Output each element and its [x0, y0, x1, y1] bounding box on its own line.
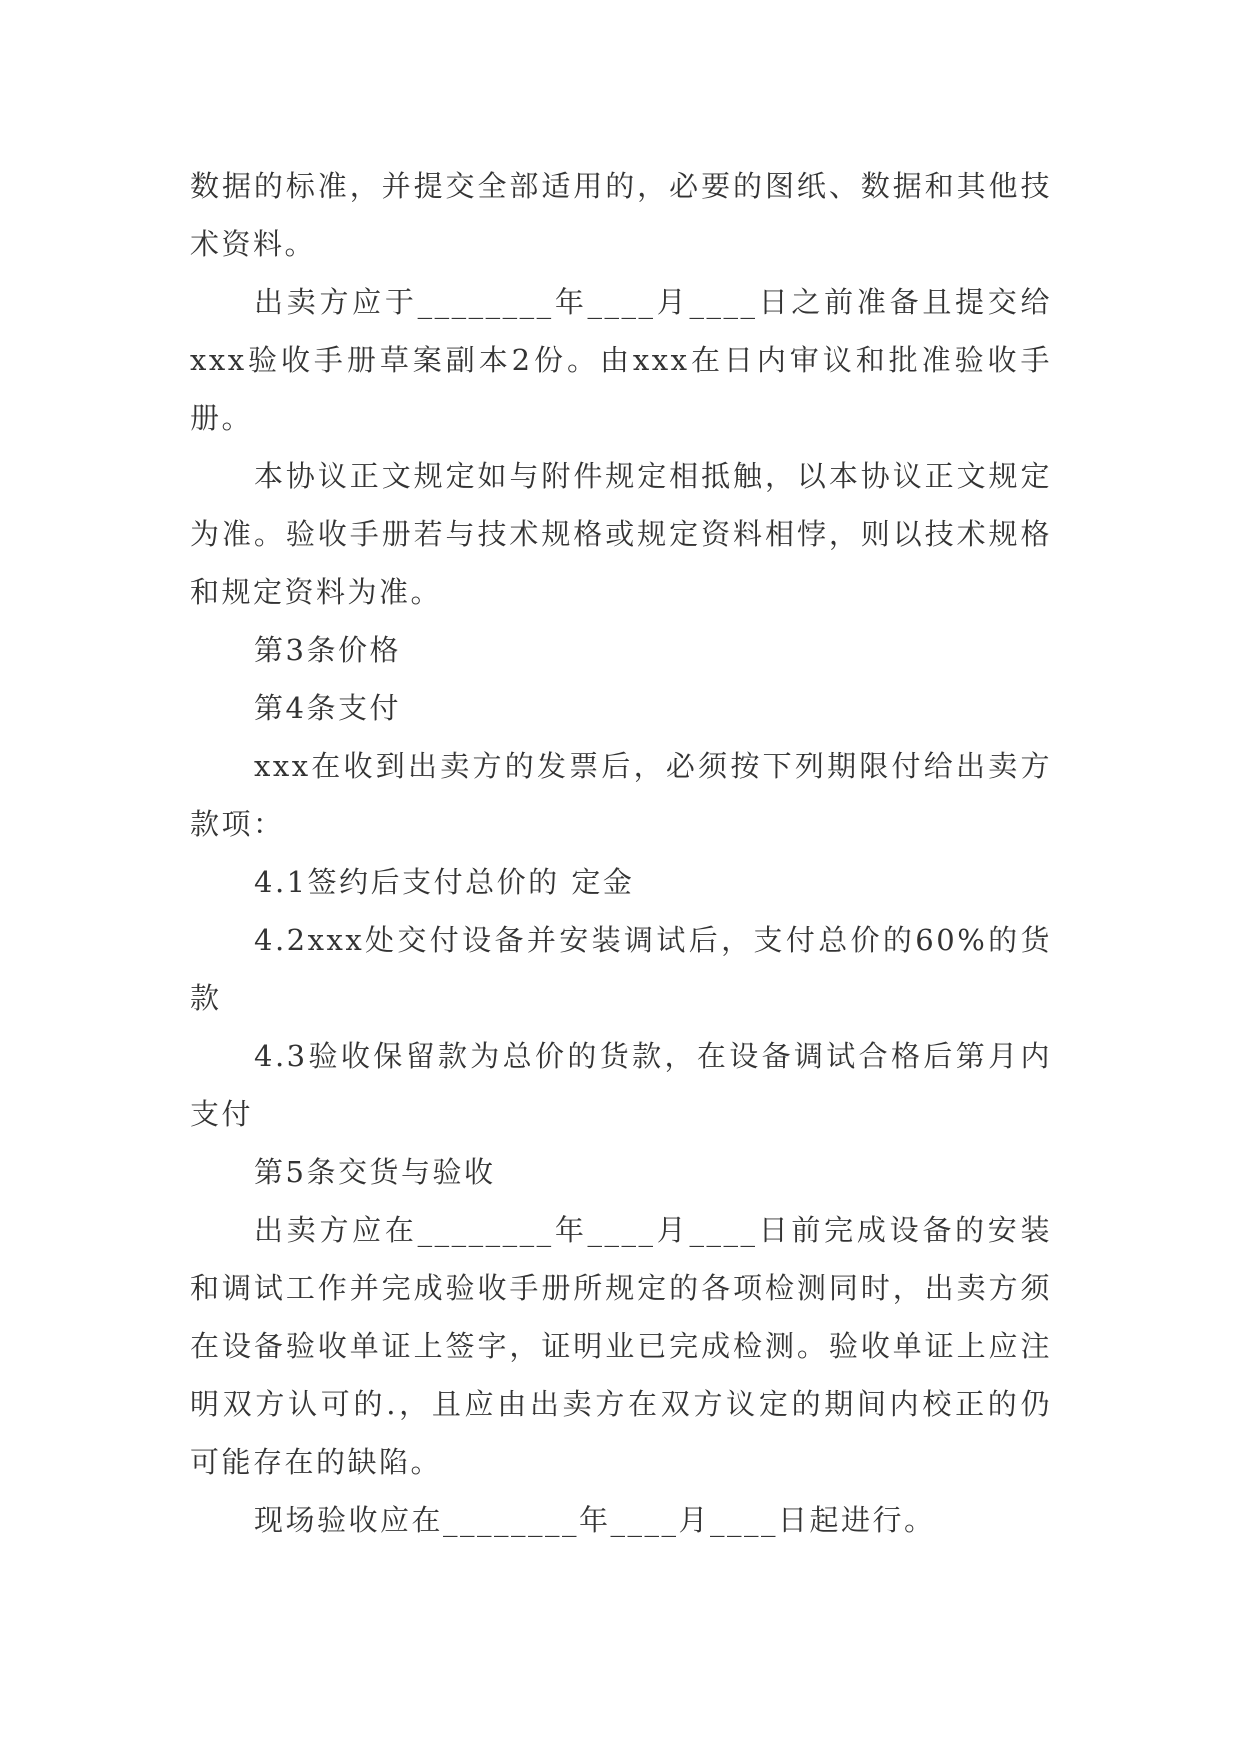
paragraph-delivery: 出卖方应在________年____月____日前完成设备的安装和调试工作并完成验收手册所规定的各项检测同时，出卖方须在设备验收单证上签字，证明业已完成检测。验收单证上应注明双方认可的.，且应由出卖方在双方议定的期间内校正的仍可能存在的缺陷。	[190, 1213, 1052, 1479]
paragraph-3: 本协议正文规定如与附件规定相抵触，以本协议正文规定为准。验收手册若与技术规格或规定资料相悖，则以技术规格和规定资料为准。	[190, 459, 1052, 609]
clause-4-2: 4.2xxx处交付设备并安装调试后，支付总价的60%的货款	[190, 923, 1052, 1015]
article-3-heading: 第3条价格	[254, 633, 401, 667]
paragraph-2: 出卖方应于________年____月____日之前准备且提交给xxx验收手册草案副本2份。由xxx在日内审议和批准验收手册。	[190, 285, 1052, 435]
clause-4-1: 4.1签约后支付总价的 定金	[254, 865, 635, 899]
paragraph-site-acceptance: 现场验收应在________年____月____日起进行。	[254, 1503, 936, 1537]
paragraph-1: 数据的标准，并提交全部适用的，必要的图纸、数据和其他技术资料。	[190, 169, 1052, 261]
paragraph-payment-intro: xxx在收到出卖方的发票后，必须按下列期限付给出卖方款项：	[190, 749, 1052, 841]
document-body	[190, 157, 1052, 1549]
article-5-heading: 第5条交货与验收	[254, 1155, 496, 1189]
clause-4-3: 4.3验收保留款为总价的货款，在设备调试合格后第月内支付	[190, 1039, 1052, 1131]
article-4-heading: 第4条支付	[254, 691, 401, 725]
